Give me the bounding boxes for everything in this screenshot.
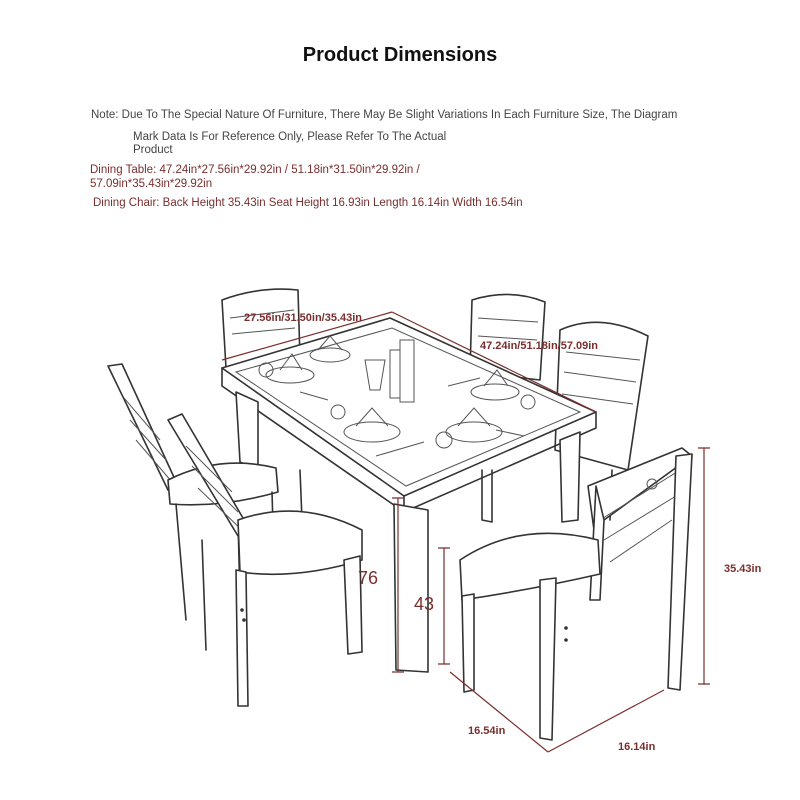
chair-width-line [450,672,548,752]
seat-height-label: 43 [414,594,435,614]
chair-front-left-near [168,414,362,706]
table-width-label: 27.56in/31.50in/35.43in [244,312,363,324]
chair-spec: Dining Chair: Back Height 35.43in Seat Height 16.93in Length 16.14in Width 16.54in [93,197,523,209]
chair-length-label: 16.14in [618,741,656,753]
note-line-1: Note: Due To The Special Nature Of Furniture, There May Be Slight Variations In Each Furniture Size, The Diagram [91,109,678,121]
chair-height-label: 35.43in [724,563,762,575]
note-line-2: Mark Data Is For Reference Only, Please Refer To The Actual Product [133,131,447,156]
page-title: Product Dimensions [302,44,498,66]
table-height-label: 76 [358,568,379,588]
table-length-label: 47.24in/51.18in/57.09in [480,340,599,352]
table-spec: Dining Table: 47.24in*27.56in*29.92in / 51.18in*31.50in*29.92in / 57.09in*35.43in*29.92in [90,164,420,190]
chair-width-label: 16.54in [468,725,506,737]
